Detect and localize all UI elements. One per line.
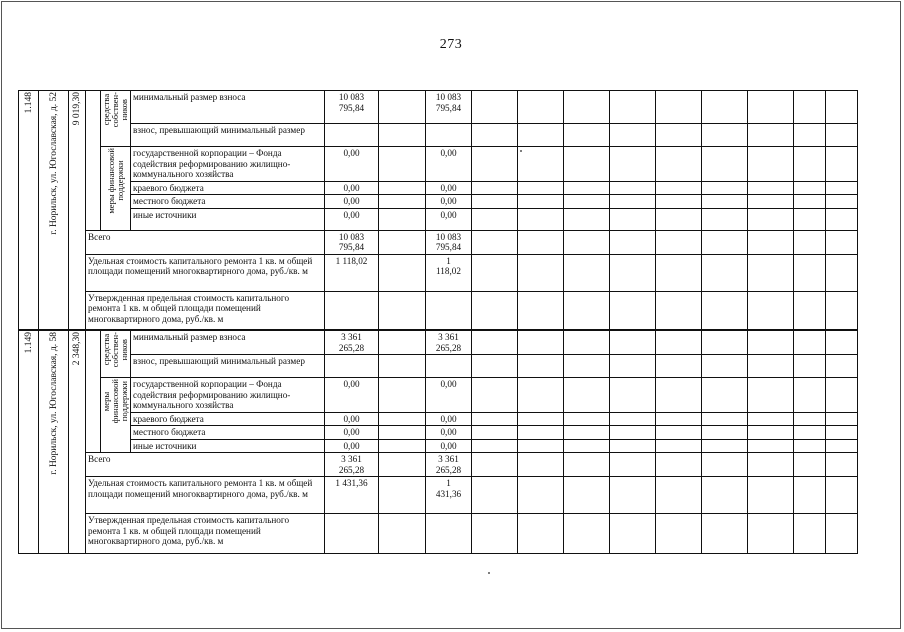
- value-cell: 0,00: [325, 181, 379, 195]
- row-label: государственной корпорации – Фонда содействия реформированию жилищно-коммунального хозяйства: [131, 147, 325, 182]
- table-row: [19, 124, 858, 147]
- value-cell: 0,00: [426, 147, 472, 182]
- table-row: [19, 330, 858, 355]
- value-cell: 1 431,36: [426, 477, 472, 514]
- table-row: [19, 453, 858, 477]
- table-row: [19, 426, 858, 440]
- area-cell: [69, 91, 86, 331]
- table-row: [19, 147, 858, 182]
- record-id-cell: [19, 330, 39, 554]
- spacer-cell: [86, 91, 101, 231]
- row-label: иные источники: [131, 439, 325, 453]
- row-label: местного бюджета: [131, 426, 325, 440]
- own-funds-group-label: средства собствен- ников: [101, 92, 129, 128]
- row-label: взнос, превышающий минимальный размер: [131, 355, 325, 378]
- scan-speck: [520, 150, 522, 152]
- value-cell: 1 118,02: [325, 254, 379, 291]
- address-cell: [39, 330, 69, 554]
- area-cell: [69, 330, 86, 554]
- value-cell: 1 431,36: [325, 477, 379, 514]
- value-cell: 3 361 265,28: [426, 330, 472, 355]
- row-label: Удельная стоимость капитального ремонта 1 кв. м общей площади помещений многоквартирного дома, руб./кв. м: [86, 477, 325, 514]
- record-id: 1.148: [23, 92, 34, 114]
- table-row: [19, 378, 858, 413]
- group-label-cell: [101, 147, 131, 231]
- row-label: минимальный размер взноса: [131, 330, 325, 355]
- value-cell: 0,00: [426, 208, 472, 230]
- address: г. Норильск, ул. Югославская, д. 58: [48, 332, 59, 475]
- own-funds-group-label: средства собствен- ников: [101, 332, 129, 368]
- value-cell: 0,00: [426, 426, 472, 440]
- row-label: Утвержденная предельная стоимость капитального ремонта 1 кв. м общей площади помещений многоквартирного дома, руб./кв. м: [86, 291, 325, 330]
- value-cell: 0,00: [325, 412, 379, 426]
- area: 2 348,30: [72, 332, 82, 366]
- value-cell: 0,00: [325, 195, 379, 209]
- value-cell: 0,00: [426, 439, 472, 453]
- row-label: местного бюджета: [131, 195, 325, 209]
- row-label: Удельная стоимость капитального ремонта 1 кв. м общей площади помещений многоквартирного дома, руб./кв. м: [86, 254, 325, 291]
- value-cell: 0,00: [325, 426, 379, 440]
- row-label: краевого бюджета: [131, 181, 325, 195]
- support-group-label: меры финансовой поддержки: [105, 148, 125, 214]
- table-row: [19, 254, 858, 291]
- table-row: [19, 208, 858, 230]
- value-cell: 3 361 265,28: [426, 453, 472, 477]
- scan-speck: [488, 572, 490, 574]
- area: 9 019,30: [72, 92, 82, 126]
- row-label: государственной корпорации – Фонда содействия реформированию жилищно-коммунального хозяйства: [131, 378, 325, 413]
- row-label-total: Всего: [86, 230, 325, 254]
- table-row: [19, 439, 858, 453]
- table-row: [19, 230, 858, 254]
- group-label-cell: [101, 91, 131, 147]
- value-cell: 0,00: [325, 378, 379, 413]
- value-cell: 1 118,02: [426, 254, 472, 291]
- page-number: 273: [439, 37, 463, 52]
- record-id: 1.149: [23, 332, 34, 354]
- support-group-label: меры финансовой поддержки: [101, 379, 129, 424]
- table-row: [19, 195, 858, 209]
- row-label: минимальный размер взноса: [131, 91, 325, 124]
- address: г. Норильск, ул. Югославская, д. 52: [48, 92, 59, 235]
- table-row: [19, 291, 858, 330]
- value-cell: 0,00: [325, 208, 379, 230]
- row-label-total: Всего: [86, 453, 325, 477]
- value-cell: 10 083 795,84: [426, 91, 472, 124]
- record-id-cell: [19, 91, 39, 331]
- group-label-cell: [101, 378, 131, 453]
- group-label-cell: [101, 330, 131, 378]
- table-row: [19, 412, 858, 426]
- value-cell: 3 361 265,28: [325, 330, 379, 355]
- table-row: [19, 91, 858, 124]
- value-cell: 0,00: [325, 439, 379, 453]
- table-row: [19, 514, 858, 554]
- value-cell: 0,00: [426, 195, 472, 209]
- value-cell: 0,00: [426, 181, 472, 195]
- table-row: [19, 355, 858, 378]
- address-cell: [39, 91, 69, 331]
- row-label: иные источники: [131, 208, 325, 230]
- value-cell: 0,00: [426, 412, 472, 426]
- empty-cell: [379, 91, 426, 124]
- capital-repair-table: [18, 90, 858, 554]
- table-row: [19, 477, 858, 514]
- row-label: взнос, превышающий минимальный размер: [131, 124, 325, 147]
- value-cell: 0,00: [426, 378, 472, 413]
- value-cell: 0,00: [325, 147, 379, 182]
- spacer-cell: [86, 330, 101, 453]
- row-label: краевого бюджета: [131, 412, 325, 426]
- value-cell: 3 361 265,28: [325, 453, 379, 477]
- row-label: Утвержденная предельная стоимость капитального ремонта 1 кв. м общей площади помещений многоквартирного дома, руб./кв. м: [86, 514, 325, 554]
- value-cell: 10 083 795,84: [325, 91, 379, 124]
- value-cell: 10 083 795,84: [426, 230, 472, 254]
- table-row: [19, 181, 858, 195]
- value-cell: 10 083 795,84: [325, 230, 379, 254]
